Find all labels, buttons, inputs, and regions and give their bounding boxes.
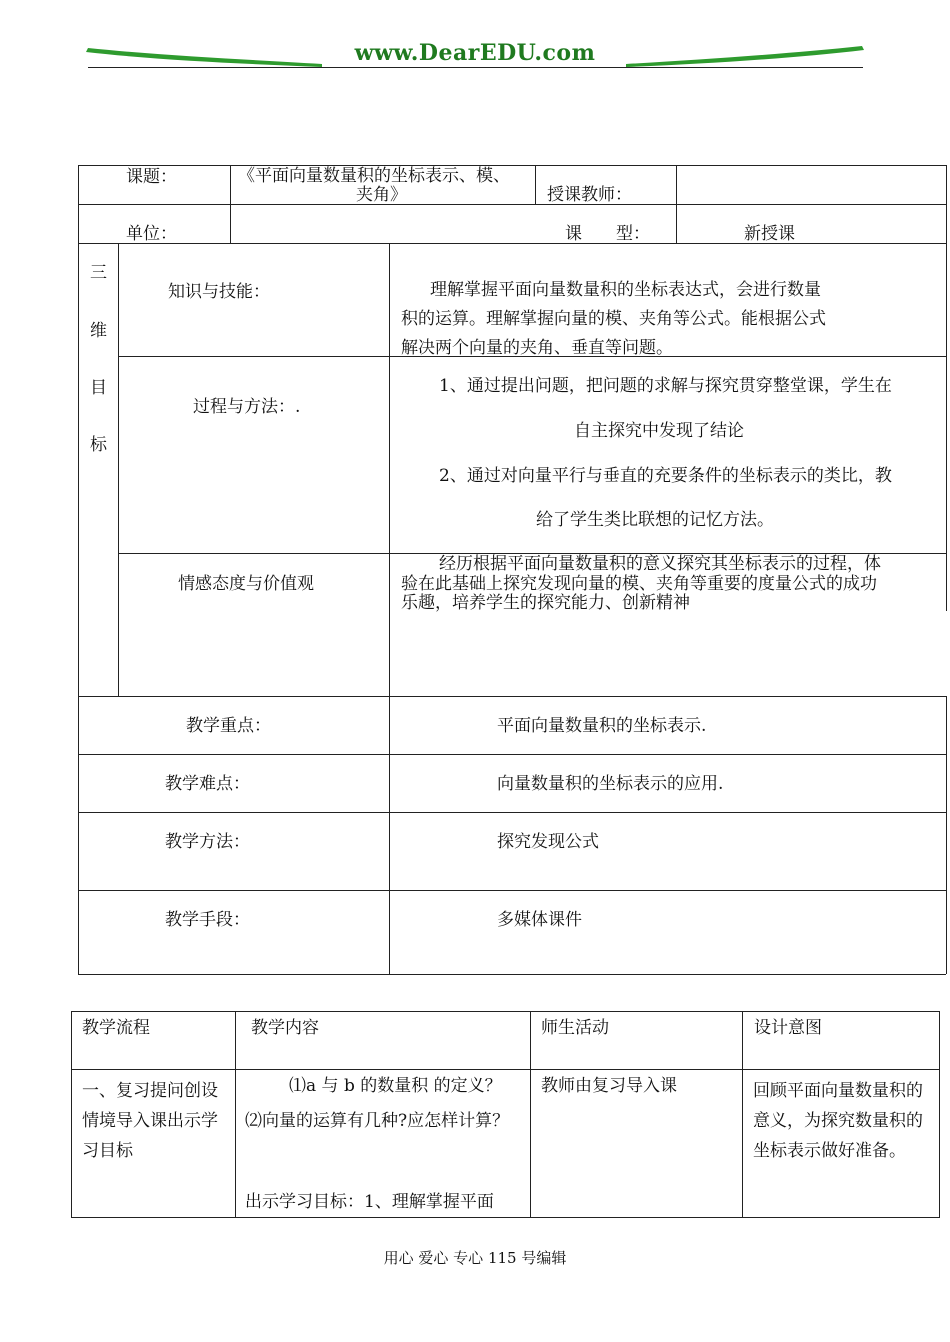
knowledge-line: 理解掌握平面向量数量积的坐标表达式，会进行数量 xyxy=(430,280,821,300)
flow-intent: 回顾平面向量数量积的意义，为探究数量积的坐标表示做好准备。 xyxy=(753,1081,923,1161)
table-border xyxy=(78,165,946,166)
flow-header: 教学流程 xyxy=(82,1018,150,1038)
table-border xyxy=(946,165,947,611)
table-border xyxy=(78,165,79,974)
section-char: 标 xyxy=(90,435,107,455)
knowledge-label: 知识与技能： xyxy=(168,282,270,302)
flow-content-q1: ⑴a 与 b 的数量积 的定义？ xyxy=(289,1076,502,1096)
key-point-label: 教学重点： xyxy=(186,716,271,736)
table-border xyxy=(71,1011,72,1217)
table-border xyxy=(235,1011,236,1217)
table-border xyxy=(78,812,946,813)
table-border xyxy=(946,696,947,974)
process-line: 1、通过提出问题，把问题的求解与探究贯穿整堂课，学生在 xyxy=(439,376,892,396)
table-border xyxy=(230,165,231,243)
table-border xyxy=(78,243,946,244)
table-border xyxy=(78,204,946,205)
process-line: 自主探究中发现了结论 xyxy=(574,421,744,441)
flow-step: 一、复习提问创设情境导入课出示学习目标 xyxy=(82,1081,218,1161)
flow-header: 师生活动 xyxy=(541,1018,609,1038)
process-line: 给了学生类比联想的记忆方法。 xyxy=(536,510,774,530)
table-border xyxy=(389,243,390,974)
topic-title-line1: 《平面向量数量积的坐标表示、模、 xyxy=(238,166,510,186)
means-value: 多媒体课件 xyxy=(497,910,582,930)
knowledge-line: 积的运算。理解掌握向量的模、夹角等公式。能根据公式 xyxy=(401,309,826,329)
difficulty-label: 教学难点： xyxy=(165,774,250,794)
table-border xyxy=(939,1011,940,1217)
flow-header: 设计意图 xyxy=(754,1018,822,1038)
process-label: 过程与方法：. xyxy=(193,397,301,417)
method-label: 教学方法： xyxy=(165,832,250,852)
flow-header: 教学内容 xyxy=(251,1018,319,1038)
teacher-label: 授课教师： xyxy=(547,185,632,205)
table-border xyxy=(71,1011,940,1012)
site-name: www.DearEDU.com xyxy=(354,40,596,66)
knowledge-line: 解决两个向量的夹角、垂直等问题。 xyxy=(401,338,673,358)
process-line: 2、通过对向量平行与垂直的充要条件的坐标表示的类比，教 xyxy=(439,466,892,486)
table-border-gap xyxy=(117,611,118,696)
emotion-line: 验在此基础上探究发现向量的模、夹角等重要的度量公式的成功 xyxy=(401,574,877,594)
method-value: 探究发现公式 xyxy=(497,832,599,852)
table-border xyxy=(78,696,946,697)
difficulty-value: 向量数量积的坐标表示的应用. xyxy=(497,774,724,794)
key-point-value: 平面向量数量积的坐标表示. xyxy=(497,716,707,736)
flow-activity: 教师由复习导入课 xyxy=(541,1076,677,1096)
table-border xyxy=(535,165,536,204)
section-char: 目 xyxy=(90,378,107,398)
table-border xyxy=(78,974,946,975)
topic-label: 课题： xyxy=(126,167,177,187)
section-char: 维 xyxy=(90,321,107,341)
table-border xyxy=(676,165,677,243)
table-border xyxy=(118,243,119,696)
banner-rule xyxy=(88,67,863,68)
topic-title-line2: 夹角》 xyxy=(356,185,407,205)
table-border xyxy=(78,890,946,891)
emotion-label: 情感态度与价值观 xyxy=(178,574,314,594)
section-char: 三 xyxy=(90,263,107,283)
flow-content-goal: 出示学习目标：1、理解掌握平面 xyxy=(245,1192,494,1212)
unit-label: 单位： xyxy=(126,224,177,244)
emotion-line: 乐趣，培养学生的探究能力、创新精神 xyxy=(401,593,690,613)
table-border xyxy=(530,1011,531,1217)
table-border xyxy=(742,1011,743,1217)
emotion-line: 经历根据平面向量数量积的意义探究其坐标表示的过程，体 xyxy=(439,554,881,574)
page-footer: 用心 爱心 专心 115 号编辑 xyxy=(383,1249,567,1267)
lesson-type-label: 课 型： xyxy=(565,224,650,244)
table-border xyxy=(78,754,946,755)
means-label: 教学手段： xyxy=(165,910,250,930)
lesson-type-value: 新授课 xyxy=(744,224,795,244)
site-banner xyxy=(86,38,864,70)
table-border xyxy=(71,1069,940,1070)
flow-content-q2: ⑵向量的运算有几种?应怎样计算？ xyxy=(245,1111,510,1131)
table-border xyxy=(71,1217,940,1218)
